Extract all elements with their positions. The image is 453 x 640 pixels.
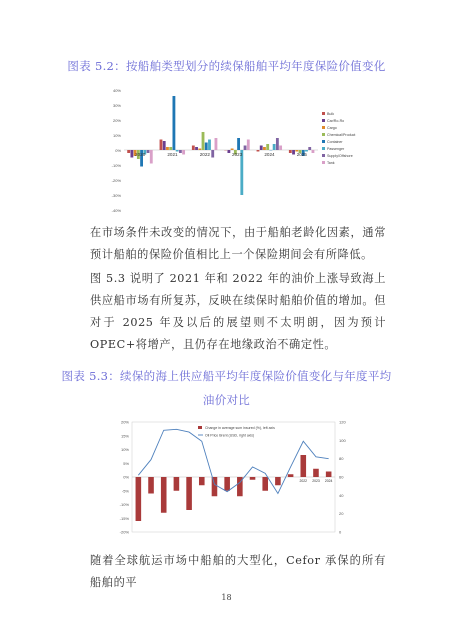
bar-tank-2025 bbox=[312, 150, 315, 153]
bar-car-ro-ro-2020 bbox=[130, 150, 133, 158]
y-tick-label: -40% bbox=[111, 208, 121, 213]
bar-car-ro-ro-2025 bbox=[292, 150, 295, 155]
y-right-tick-label: 20 bbox=[339, 511, 344, 517]
page-number: 18 bbox=[221, 593, 232, 602]
legend-swatch bbox=[322, 112, 325, 115]
bar-chemical-product-2021 bbox=[169, 147, 172, 150]
bar-bulk-2020 bbox=[127, 150, 130, 153]
legend-swatch bbox=[322, 147, 325, 150]
y-left-tick-label: -10% bbox=[119, 502, 129, 507]
legend-entry: Supply/Offshore bbox=[327, 154, 353, 158]
bar-supply-offshore-2022 bbox=[211, 150, 214, 158]
y-right-tick-label: 100 bbox=[339, 437, 346, 443]
bar-2012 bbox=[174, 477, 180, 491]
y-left-tick-label: -5% bbox=[121, 488, 129, 494]
bar-2011 bbox=[161, 477, 167, 513]
bar-2013 bbox=[186, 477, 192, 510]
bar-tank-2023 bbox=[247, 140, 250, 151]
bar-2023 bbox=[313, 469, 319, 477]
legend-entry: Cargo bbox=[327, 126, 337, 130]
bar-2024 bbox=[326, 472, 332, 478]
bar-bulk-2021 bbox=[160, 140, 163, 151]
bar-supply-offshore-2020 bbox=[147, 150, 150, 153]
y-left-tick-label: 0% bbox=[123, 474, 129, 480]
figure-caption-5-3-line1: 图表 5.3：续保的海上供应船平均年度保险价值变化与年度平均 bbox=[61, 369, 392, 383]
bar-chemical-product-2022 bbox=[202, 132, 205, 150]
bar-2010 bbox=[148, 477, 154, 494]
bar-chemical-product-2024 bbox=[266, 144, 269, 150]
y-left-tick-label: -15% bbox=[119, 515, 129, 521]
legend-swatch bbox=[322, 133, 325, 136]
y-tick-label: 10% bbox=[112, 133, 121, 138]
y-left-tick-label: 20% bbox=[120, 419, 129, 425]
bar-car-ro-ro-2024 bbox=[260, 146, 263, 151]
y-tick-label: 30% bbox=[112, 103, 121, 108]
bar-cargo-2022 bbox=[198, 149, 201, 151]
y-tick-label: 0% bbox=[115, 148, 121, 153]
bar-2009 bbox=[136, 477, 142, 521]
bar-container-2021 bbox=[173, 96, 176, 150]
legend-swatch-bars bbox=[198, 426, 202, 429]
x-category-label: 2025 bbox=[296, 152, 307, 157]
legend-swatch bbox=[322, 154, 325, 157]
bar-2020 bbox=[275, 477, 281, 485]
chart-vessel-type bbox=[0, 82, 453, 222]
x-category-label: 2024 bbox=[264, 152, 275, 157]
bar-2015 bbox=[212, 477, 218, 496]
bar-tank-2022 bbox=[215, 138, 218, 150]
legend-swatch bbox=[322, 119, 325, 122]
figure-caption-5-3-line2: 油价对比 bbox=[202, 393, 251, 407]
y-left-tick-label: 15% bbox=[120, 433, 129, 439]
paragraph-fleet-size: 随着全球航运市场中船舶的大型化，Cefor 承保的所有船舶的平 bbox=[90, 554, 386, 589]
bar-supply-offshore-2021 bbox=[179, 150, 182, 153]
bar-2018 bbox=[250, 477, 256, 480]
y-tick-label: 40% bbox=[112, 88, 121, 93]
figure-caption-5-2: 图表 5.2：按船舶类型划分的续保船舶平均年度保险价值变化 bbox=[67, 59, 386, 73]
legend-entry-bars: Change in average sum insured (%), left axis bbox=[205, 426, 275, 430]
paragraph-aging: 在市场条件未改变的情况下，由于船舶老龄化因素，通常预计船舶的保险价值相比上一个保险期间会有所降低。 bbox=[90, 226, 386, 261]
bar-container-2022 bbox=[205, 143, 208, 151]
y-right-tick-label: 80 bbox=[339, 456, 344, 462]
bar-car-ro-ro-2023 bbox=[227, 150, 230, 153]
bar-supply-offshore-2024 bbox=[276, 138, 279, 150]
x-category-label: 2020 bbox=[135, 152, 146, 157]
y-tick-label: -20% bbox=[111, 178, 121, 183]
bar-2021 bbox=[288, 474, 294, 477]
legend-swatch bbox=[322, 140, 325, 143]
y-tick-label: 20% bbox=[112, 118, 121, 123]
legend-entry-line: Oil Price Brent (USD, right axis) bbox=[205, 433, 255, 438]
legend-entry: Container bbox=[327, 140, 343, 144]
bar-2014 bbox=[199, 477, 205, 485]
bar-cargo-2023 bbox=[231, 149, 234, 151]
legend-entry: Tank bbox=[327, 161, 335, 165]
bar-2022 bbox=[300, 455, 306, 477]
legend-entry: Car/Ro-Ro bbox=[327, 119, 345, 123]
bar-supply-offshore-2023 bbox=[244, 146, 247, 151]
bar-bulk-2022 bbox=[192, 146, 195, 151]
bar-container-2023 bbox=[237, 138, 240, 150]
x-category-label: 2021 bbox=[167, 152, 178, 157]
bar-2019 bbox=[262, 477, 268, 491]
y-right-tick-label: 60 bbox=[339, 474, 344, 480]
bar-2016 bbox=[224, 477, 230, 491]
bar-tank-2021 bbox=[182, 150, 185, 155]
bar-cargo-2021 bbox=[166, 147, 169, 150]
legend-entry: Passenger bbox=[327, 147, 345, 151]
bar-tank-2020 bbox=[150, 150, 153, 164]
bar-year-label: 2022 bbox=[299, 479, 308, 483]
bar-car-ro-ro-2021 bbox=[163, 141, 166, 150]
y-right-tick-label: 0 bbox=[339, 529, 342, 535]
bar-year-label: 2024 bbox=[324, 479, 333, 483]
bar-supply-offshore-2025 bbox=[308, 147, 311, 150]
y-right-tick-label: 120 bbox=[339, 419, 346, 425]
x-category-label: 2023 bbox=[232, 152, 243, 157]
x-category-label: 2022 bbox=[199, 152, 210, 157]
y-left-tick-label: -20% bbox=[119, 529, 129, 535]
y-tick-label: -30% bbox=[111, 193, 121, 198]
y-right-tick-label: 40 bbox=[339, 492, 344, 498]
legend-swatch bbox=[322, 161, 325, 164]
legend-entry: Chemical/Product bbox=[327, 133, 356, 137]
bar-cargo-2024 bbox=[263, 147, 266, 150]
y-tick-label: -10% bbox=[111, 163, 121, 168]
chart-supply-vs-oil bbox=[0, 414, 453, 544]
bar-bulk-2025 bbox=[289, 150, 292, 153]
legend-swatch bbox=[322, 126, 325, 129]
oil-price-line bbox=[138, 429, 328, 493]
bar-passenger-2024 bbox=[273, 144, 276, 150]
y-left-tick-label: 10% bbox=[120, 447, 129, 452]
legend-entry: Bulk bbox=[327, 112, 334, 116]
bar-car-ro-ro-2022 bbox=[195, 147, 198, 150]
bar-bulk-2024 bbox=[257, 150, 260, 152]
y-left-tick-label: 5% bbox=[123, 460, 129, 466]
bar-passenger-2022 bbox=[208, 140, 211, 151]
bar-tank-2024 bbox=[279, 146, 282, 151]
bar-year-label: 2023 bbox=[312, 479, 320, 483]
paragraph-oil-price: 图 5.3 说明了 2021 年和 2022 年的油价上涨导致海上供应船市场有所复苏，反映在续保时船舶价值的增加。但对于 2025 年及以后的展望则不太明朗，因为预计 OPEC+将增产，且仍存在地缘政治不确定性。 bbox=[90, 272, 386, 351]
